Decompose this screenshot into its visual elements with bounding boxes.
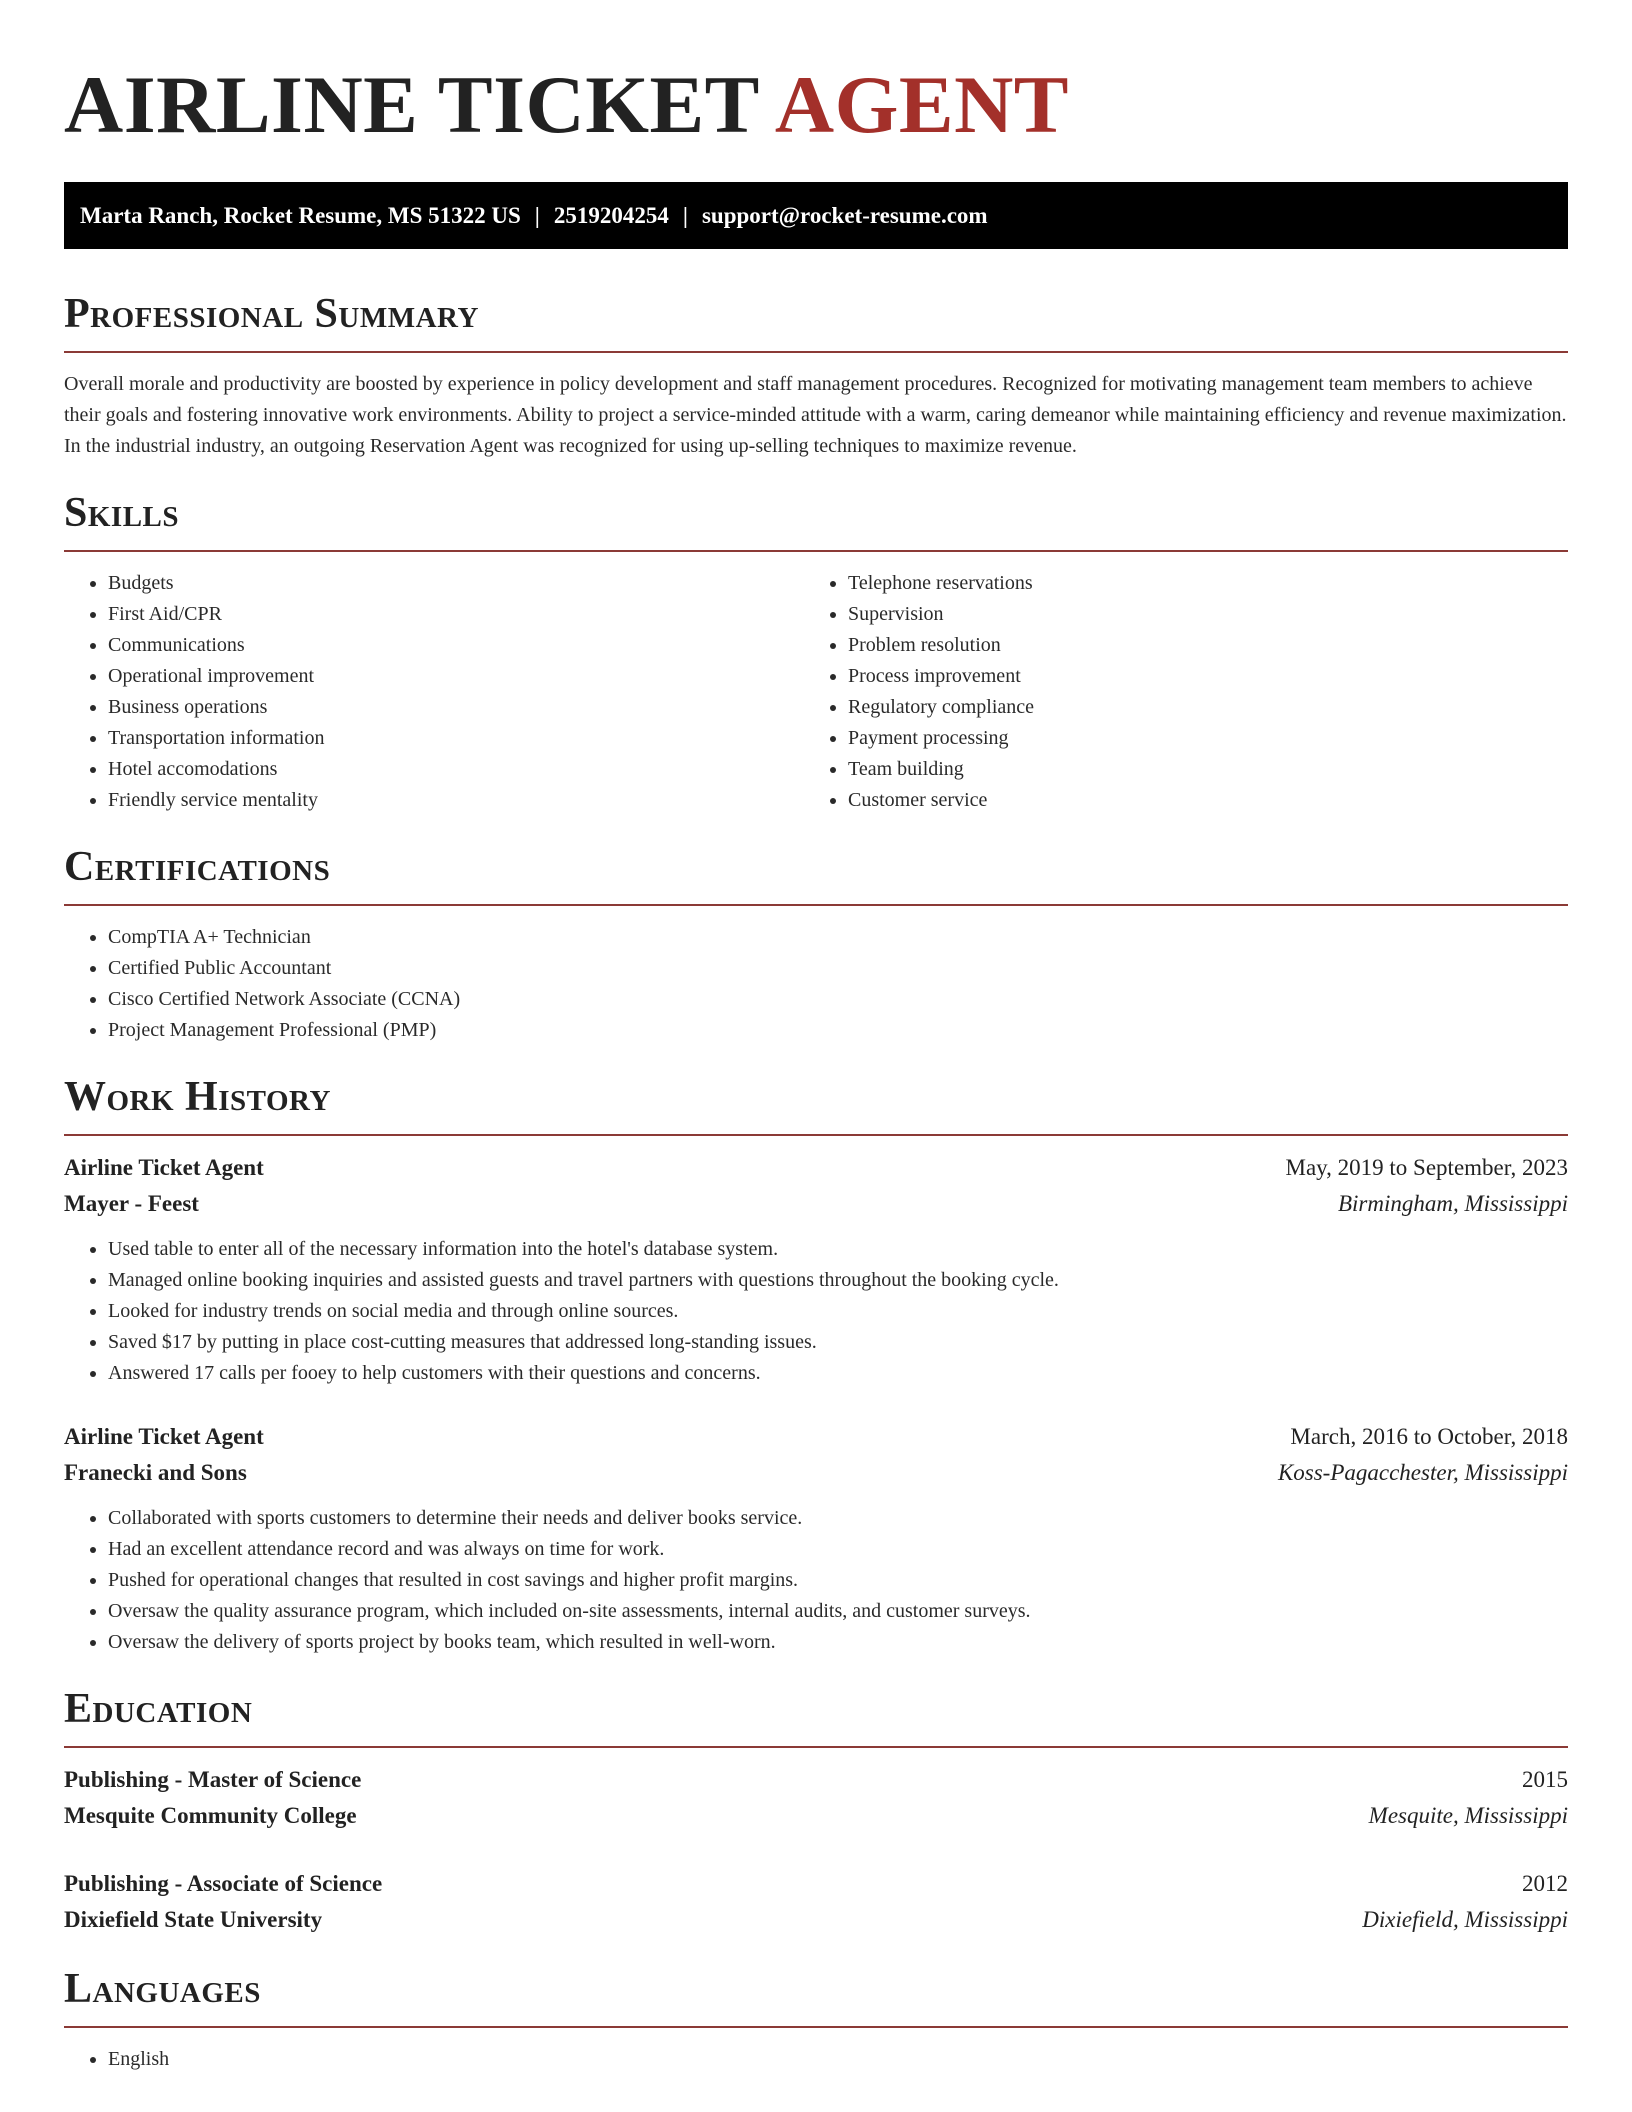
job-title: Airline Ticket Agent bbox=[64, 1155, 264, 1180]
job-company: Mayer - Feest bbox=[64, 1191, 199, 1216]
summary-heading: Professional Summary bbox=[64, 291, 479, 337]
work-history-heading: Work History bbox=[64, 1074, 331, 1120]
job-bullets bbox=[64, 1503, 1568, 1658]
certification-item: • Project Management Professional (PMP) bbox=[108, 1015, 1568, 1046]
skill-item: • Business operations bbox=[108, 692, 804, 723]
section-divider bbox=[64, 550, 1568, 552]
job-location: Birmingham, Mississippi bbox=[1337, 1191, 1568, 1216]
summary-section bbox=[64, 289, 1568, 462]
job-bullet: • Looked for industry trends on social media and through online sources. bbox=[108, 1296, 1568, 1327]
job-bullet: • Managed online booking inquiries and assisted guests and travel partners with questions throughout the booking cycle. bbox=[108, 1265, 1568, 1296]
job-bullet: • Oversaw the quality assurance program, which included on-site assessments, internal audits, and customer surveys. bbox=[108, 1596, 1568, 1627]
education-school-row bbox=[64, 1798, 1568, 1834]
education-degree: Publishing - Associate of Science bbox=[64, 1871, 383, 1896]
job-bullet: • Collaborated with sports customers to determine their needs and deliver books service. bbox=[108, 1503, 1568, 1534]
skills-left-list bbox=[64, 568, 804, 816]
job-bullets bbox=[64, 1234, 1568, 1389]
job-bullet: • Saved $17 by putting in place cost-cutting measures that addressed long-standing issues. bbox=[108, 1327, 1568, 1358]
skills-right-list bbox=[804, 568, 1544, 816]
education-degree-row bbox=[64, 1866, 1568, 1902]
contact-separator: | bbox=[534, 203, 540, 228]
section-divider bbox=[64, 1134, 1568, 1136]
contact-address: Marta Ranch, Rocket Resume, MS 51322 US bbox=[80, 203, 521, 228]
skills-heading: Skills bbox=[64, 490, 180, 536]
certification-item: • Cisco Certified Network Associate (CCNA) bbox=[108, 984, 1568, 1015]
section-divider bbox=[64, 2026, 1568, 2028]
job-bullet: • Answered 17 calls per fooey to help customers with their questions and concerns. bbox=[108, 1358, 1568, 1389]
job-dates: May, 2019 to September, 2023 bbox=[1285, 1155, 1568, 1180]
job-bullet: • Pushed for operational changes that resulted in cost savings and higher profit margins. bbox=[108, 1565, 1568, 1596]
work-history-section bbox=[64, 1072, 1568, 1658]
education-school: Mesquite Community College bbox=[64, 1803, 357, 1828]
job-header-row bbox=[64, 1419, 1568, 1455]
contact-separator: | bbox=[682, 203, 688, 228]
skill-item: • Supervision bbox=[848, 599, 1544, 630]
languages-section bbox=[64, 1964, 1568, 2075]
certifications-section bbox=[64, 842, 1568, 1046]
skill-item: • Operational improvement bbox=[108, 661, 804, 692]
certifications-heading: Certifications bbox=[64, 844, 331, 890]
section-divider bbox=[64, 351, 1568, 353]
skill-item: • Communications bbox=[108, 630, 804, 661]
skill-item: • Budgets bbox=[108, 568, 804, 599]
skill-item: • Friendly service mentality bbox=[108, 785, 804, 816]
skill-item: • Process improvement bbox=[848, 661, 1544, 692]
skill-item: • Problem resolution bbox=[848, 630, 1544, 661]
skill-item: • Payment processing bbox=[848, 723, 1544, 754]
job-bullet: • Used table to enter all of the necessary information into the hotel's database system. bbox=[108, 1234, 1568, 1265]
section-divider bbox=[64, 1746, 1568, 1748]
job-header-row bbox=[64, 1150, 1568, 1186]
education-location: Dixiefield, Mississippi bbox=[1362, 1907, 1568, 1932]
education-heading: Education bbox=[64, 1686, 253, 1732]
contact-email: support@rocket-resume.com bbox=[701, 203, 988, 228]
language-item: • English bbox=[108, 2044, 1568, 2075]
skills-right-column bbox=[804, 568, 1544, 816]
job-location: Koss-Pagacchester, Mississippi bbox=[1277, 1460, 1568, 1485]
job-company-row bbox=[64, 1186, 1568, 1222]
job-company-row bbox=[64, 1455, 1568, 1491]
title-main: AIRLINE TICKET bbox=[64, 59, 759, 150]
job-entry bbox=[64, 1150, 1568, 1389]
job-dates: March, 2016 to October, 2018 bbox=[1290, 1424, 1568, 1449]
section-divider bbox=[64, 904, 1568, 906]
education-degree: Publishing - Master of Science bbox=[64, 1767, 362, 1792]
job-company: Franecki and Sons bbox=[64, 1460, 247, 1485]
resume-title bbox=[64, 0, 1568, 152]
certification-item: • Certified Public Accountant bbox=[108, 953, 1568, 984]
education-degree-row bbox=[64, 1762, 1568, 1798]
job-title: Airline Ticket Agent bbox=[64, 1424, 264, 1449]
education-school: Dixiefield State University bbox=[64, 1907, 323, 1932]
skill-item: • Team building bbox=[848, 754, 1544, 785]
skill-item: • Telephone reservations bbox=[848, 568, 1544, 599]
job-entry bbox=[64, 1419, 1568, 1658]
contact-bar bbox=[64, 182, 1568, 249]
education-location: Mesquite, Mississippi bbox=[1368, 1803, 1568, 1828]
summary-text: Overall morale and productivity are boosted by experience in policy development and staff management procedures. Recognized for motivating management team members to achieve their goals and fostering innovative work environments. Ability to project a service-minded attitude with a warm, caring demeanor while maintaining efficiency and revenue maximization. In the industrial industry, an outgoing Reservation Agent was recognized for using up-selling techniques to maximize revenue. bbox=[64, 373, 1567, 457]
certifications-list bbox=[64, 922, 1568, 1046]
certification-item: • CompTIA A+ Technician bbox=[108, 922, 1568, 953]
skill-item: • Hotel accomodations bbox=[108, 754, 804, 785]
education-year: 2015 bbox=[1522, 1767, 1568, 1792]
title-accent: AGENT bbox=[774, 59, 1069, 150]
skills-columns bbox=[64, 568, 1568, 816]
skills-section bbox=[64, 488, 1568, 816]
education-year: 2012 bbox=[1522, 1871, 1568, 1896]
skill-item: • Transportation information bbox=[108, 723, 804, 754]
education-entry bbox=[64, 1762, 1568, 1834]
job-bullet: • Oversaw the delivery of sports project by books team, which resulted in well-worn. bbox=[108, 1627, 1568, 1658]
languages-heading: Languages bbox=[64, 1966, 261, 2012]
skills-left-column bbox=[64, 568, 804, 816]
skill-item: • First Aid/CPR bbox=[108, 599, 804, 630]
education-entry bbox=[64, 1866, 1568, 1938]
skill-item: • Customer service bbox=[848, 785, 1544, 816]
education-school-row bbox=[64, 1902, 1568, 1938]
languages-list bbox=[64, 2044, 1568, 2075]
contact-phone: 2519204254 bbox=[553, 203, 669, 228]
skill-item: • Regulatory compliance bbox=[848, 692, 1544, 723]
education-section bbox=[64, 1684, 1568, 1938]
job-bullet: • Had an excellent attendance record and was always on time for work. bbox=[108, 1534, 1568, 1565]
